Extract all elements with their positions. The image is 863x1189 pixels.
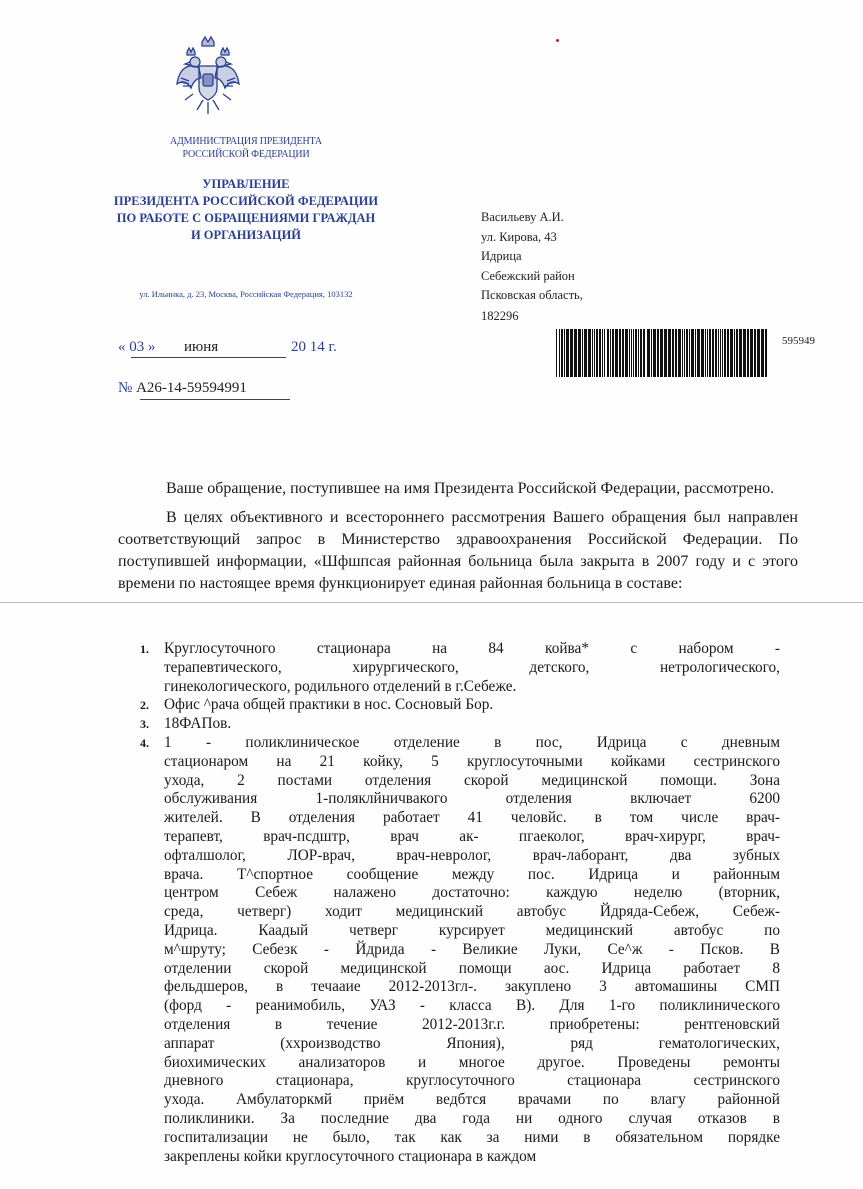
dept-line-2: ПРЕЗИДЕНТА РОССИЙСКОЙ ФЕДЕРАЦИИ bbox=[113, 194, 379, 208]
barcode-bar bbox=[668, 329, 671, 377]
barcode-bar bbox=[625, 329, 628, 377]
list-item bbox=[140, 734, 780, 1166]
barcode-bar bbox=[701, 329, 704, 377]
date-year: 20 14 г. bbox=[291, 339, 337, 355]
barcode-bar bbox=[570, 329, 573, 377]
barcode-bar bbox=[638, 329, 639, 377]
barcode-bar bbox=[695, 329, 696, 377]
barcode-bar bbox=[635, 329, 637, 377]
document-number bbox=[118, 380, 247, 397]
list-item-line: м^шруту; Себезк - Йдрида - Великие Луки, Се^ж - Псков. В bbox=[164, 940, 780, 958]
barcode-bar bbox=[712, 329, 714, 377]
barcode-bar bbox=[734, 329, 735, 377]
barcode-bar bbox=[722, 329, 723, 377]
barcode-bar bbox=[559, 329, 560, 377]
sender-address: ул. Ильинка, д. 23, Москва, Российская Федерация, 103132 bbox=[139, 289, 353, 299]
body-paragraph-2: В целях объективного и всестороннего рассмотрения Вашего обращения был направлен соответствующий запрос в Министерство здравоохранения Российской Федерации. По поступившей информации, «Шфшпсая районная больница была закрыта в 2007 году и с этого времени по настоящее время функционирует единая районная больница в составе: bbox=[118, 509, 798, 592]
list-item-line: ухода, 2 постами отделения скорой медицинской помощи. Зона bbox=[164, 771, 780, 789]
barcode-number: 595949 bbox=[782, 335, 815, 347]
list-item-number: 3. bbox=[140, 717, 149, 732]
list-item-number: 4. bbox=[140, 735, 149, 750]
barcode-bar bbox=[612, 329, 614, 377]
barcode-bar bbox=[594, 329, 595, 377]
barcode-bar bbox=[566, 329, 569, 377]
barcode-bar bbox=[720, 329, 721, 377]
barcode-bar bbox=[765, 329, 767, 377]
barcode-bar bbox=[622, 329, 624, 377]
barcode-bar bbox=[564, 329, 565, 377]
recipient-street: ул. Кирова, 43 bbox=[481, 229, 557, 244]
list-item-number: 2. bbox=[140, 698, 149, 713]
barcode-bar bbox=[610, 329, 611, 377]
list-item-line: госпитализации не было, так как за ними в обязательном порядке bbox=[164, 1128, 780, 1146]
list-item-line: среда, четверг) ходит медицинский автобус Йдряда-Себеж, Себеж- bbox=[164, 903, 780, 921]
list-item bbox=[140, 640, 780, 696]
barcode-bar bbox=[619, 329, 621, 377]
barcode-bar bbox=[709, 329, 711, 377]
docnum-underline bbox=[140, 399, 290, 400]
barcode-bar bbox=[599, 329, 601, 377]
barcode-bar bbox=[651, 329, 652, 377]
date-month-underline bbox=[131, 357, 286, 358]
facility-list bbox=[140, 640, 780, 1166]
barcode-bar bbox=[633, 329, 634, 377]
barcode-bar bbox=[718, 329, 719, 377]
list-item-line: 18ФАПов. bbox=[164, 715, 232, 733]
barcode-bar bbox=[664, 329, 667, 377]
barcode-bar bbox=[653, 329, 656, 377]
list-item-line: (форд - реанимобиль, УАЗ - класса В). Для 1-го поликлинического bbox=[164, 997, 780, 1015]
barcode-bar bbox=[631, 329, 632, 377]
recipient-name: Васильеву А.И. bbox=[481, 210, 564, 224]
barcode-bar bbox=[660, 329, 663, 377]
dept-line-4: И ОРГАНИЗАЦИЙ bbox=[190, 228, 302, 242]
barcode-bar bbox=[596, 329, 598, 377]
barcode-bar bbox=[743, 329, 746, 377]
list-item bbox=[140, 715, 780, 734]
list-item-line: врача. Т^спортное сообщение между пос. Идрица и районным bbox=[164, 865, 780, 883]
barcode-bar bbox=[647, 329, 650, 377]
list-item-line: Офис ^рача общей практики в нос. Сосновый Бор. bbox=[164, 696, 494, 714]
list-item-number: 1. bbox=[140, 642, 149, 656]
barcode-bar bbox=[657, 329, 659, 377]
barcode bbox=[556, 329, 770, 377]
barcode-bar bbox=[604, 329, 605, 377]
list-item-line: стационаром на 21 койку, 5 круглосуточными койками сестринского bbox=[164, 752, 780, 770]
barcode-bar bbox=[707, 329, 708, 377]
barcode-bar bbox=[715, 329, 717, 377]
body-paragraph-1: Ваше обращение, поступившее на имя Президента Российской Федерации, рассмотрено. bbox=[166, 480, 775, 497]
admin-line-1: АДМИНИСТРАЦИЯ ПРЕЗИДЕНТА bbox=[170, 136, 322, 147]
barcode-bar bbox=[689, 329, 690, 377]
recipient-district: Себежский район bbox=[481, 268, 575, 283]
list-item-line: Идрица. Каадый четверг курсирует медицинский автобус по bbox=[164, 921, 780, 939]
list-item-line: аппарат (ххроизводство Япония), ряд гематологических, bbox=[164, 1034, 780, 1052]
recipient-address bbox=[481, 208, 583, 306]
barcode-bar bbox=[640, 329, 642, 377]
date-day: « 03 » bbox=[118, 339, 156, 355]
barcode-bar bbox=[691, 329, 694, 377]
barcode-bar bbox=[678, 329, 681, 377]
barcode-bar bbox=[615, 329, 618, 377]
list-item-line: центром Себеж налажено достаточно: каждую неделю (вторник, bbox=[164, 884, 780, 902]
recipient-town: Идрица bbox=[481, 249, 522, 263]
barcode-bar bbox=[588, 329, 591, 377]
barcode-bar bbox=[607, 329, 609, 377]
number-sign: № bbox=[118, 380, 133, 396]
barcode-bar bbox=[761, 329, 764, 377]
list-item-line: гинекологического, родильного отделений в г.Себеже. bbox=[164, 677, 517, 695]
department-title bbox=[96, 176, 396, 244]
list-item-line: обслуживания 1-поляклйничвакого отделения включает 6200 bbox=[164, 790, 780, 808]
ink-dot bbox=[556, 39, 559, 42]
barcode-bar bbox=[643, 329, 645, 377]
barcode-bar bbox=[582, 329, 583, 377]
barcode-bar bbox=[602, 329, 603, 377]
fold-line bbox=[0, 602, 863, 603]
list-item-line: ухода. Амбулаторкмй приём вeдбтся врачами по влагу районной bbox=[164, 1091, 780, 1109]
barcode-bar bbox=[584, 329, 587, 377]
recipient-region: Псковская область, bbox=[481, 288, 583, 302]
double-headed-eagle-emblem-icon bbox=[173, 32, 243, 120]
barcode-bar bbox=[672, 329, 674, 377]
dept-line-3: ПО РАБОТЕ С ОБРАЩЕНИЯМИ ГРАЖДАН bbox=[116, 211, 376, 225]
barcode-bar bbox=[736, 329, 738, 377]
list-item-line: дневного стационара, круглосуточного стационара сестринского bbox=[164, 1072, 780, 1090]
list-item-line: 1 - поликлиническое отделение в пос, Идрица с дневным bbox=[164, 733, 780, 751]
barcode-bar bbox=[556, 329, 557, 377]
barcode-bar bbox=[757, 329, 760, 377]
document-number-value: А26-14-59594991 bbox=[136, 380, 247, 396]
list-item-line: фельдшеров, в течааие 2012-2013гл-. закуплено 3 автомашины СМП bbox=[164, 978, 780, 996]
barcode-bar bbox=[697, 329, 700, 377]
administration-title bbox=[96, 135, 396, 161]
barcode-bar bbox=[684, 329, 685, 377]
list-item-line: терапевт, врач-псдштр, врач ак- пгаеколог, врач-хирург, врач- bbox=[164, 827, 780, 845]
list-item-line: поликлиники. За последние два года ни одного случая отказов в bbox=[164, 1109, 780, 1127]
list-item-line: терапевтического, хирургического, детского, нетрологического, bbox=[164, 658, 780, 676]
list-item-line: отделении скорой медицинской помощи аос. Идрица работает 8 bbox=[164, 959, 780, 977]
barcode-bar bbox=[629, 329, 630, 377]
barcode-bar bbox=[682, 329, 683, 377]
barcode-bar bbox=[747, 329, 749, 377]
barcode-bar bbox=[754, 329, 756, 377]
letter-body bbox=[118, 478, 798, 595]
list-item-line: жителей. В отделения работает 41 человйс. в том числе врач- bbox=[164, 809, 780, 827]
barcode-bar bbox=[724, 329, 726, 377]
admin-line-2: РОССИЙСКОЙ ФЕДЕРАЦИИ bbox=[182, 149, 310, 160]
barcode-bar bbox=[686, 329, 688, 377]
list-item-line: офталшолог, ЛОР-врач, врач-невролог, врач-лаборант, два зубных bbox=[164, 846, 780, 864]
barcode-bar bbox=[574, 329, 577, 377]
dept-line-1: УПРАВЛЕНИЕ bbox=[202, 177, 290, 191]
barcode-bar bbox=[730, 329, 733, 377]
list-item-line: закреплены койки круглосуточного стационара в каждом bbox=[164, 1147, 537, 1165]
barcode-bar bbox=[561, 329, 563, 377]
barcode-bar bbox=[592, 329, 593, 377]
list-item-line: Круглосуточного стационара на 84 койва* с набором - bbox=[164, 640, 780, 657]
barcode-bar bbox=[750, 329, 753, 377]
recipient-zip: 182296 bbox=[481, 309, 519, 323]
barcode-bar bbox=[739, 329, 742, 377]
list-item-line: отделения в течение 2012-2013г.г. приобретены: рентгеновский bbox=[164, 1015, 780, 1033]
date-month: июня bbox=[184, 339, 219, 355]
barcode-bar bbox=[727, 329, 729, 377]
list-item-line: биохимических анализаторов и многое другое. Проведены ремонты bbox=[164, 1053, 780, 1071]
barcode-bar bbox=[675, 329, 677, 377]
list-item bbox=[140, 696, 780, 715]
barcode-bar bbox=[705, 329, 706, 377]
barcode-bar bbox=[578, 329, 581, 377]
